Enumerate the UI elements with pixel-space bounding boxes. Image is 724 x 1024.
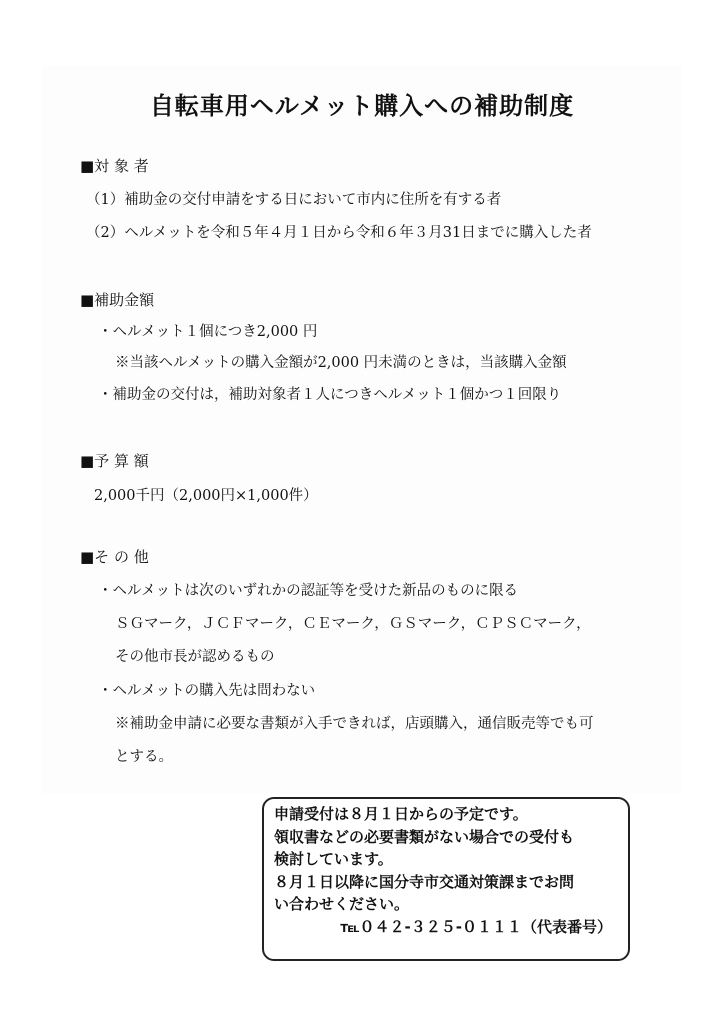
document-title: 自転車用ヘルメット購入への補助制度: [149, 92, 575, 120]
target-item-1: （1）補助金の交付申請をする日において市内に住所を有する者: [86, 192, 502, 208]
target-item-2: （2）ヘルメットを令和５年４月１日から令和６年３月31日までに購入した者: [86, 225, 592, 241]
notice-line-1: 申請受付は８月１日からの予定です。: [274, 805, 528, 823]
section-heading-amount: ■補助金額: [80, 291, 155, 309]
other-marks: ＳＧマーク，ＪＣＦマーク，ＣＥマーク，ＧＳマーク，ＣＰＳＣマーク，: [115, 616, 591, 632]
notice-box: [262, 797, 630, 961]
notice-line-4: ８月１日以降に国分寺市交通対策課までお問: [274, 872, 575, 891]
section-heading-target: ■対 象 者: [80, 157, 149, 175]
section-heading-budget: ■予 算 額: [80, 452, 149, 470]
other-item-2: ・ヘルメットの購入先は問わない: [98, 683, 316, 699]
amount-item-1: ・ヘルメット１個につき2,000 円: [98, 324, 318, 340]
other-note-cont: とする。: [115, 749, 173, 765]
notice-line-5: い合わせください。: [274, 895, 410, 913]
amount-item-2: ・補助金の交付は，補助対象者１人につきヘルメット１個かつ１回限り: [98, 387, 562, 403]
other-note: ※補助金申請に必要な書類が入手できれば，店頭購入，通信販売等でも可: [115, 716, 594, 732]
other-item-1: ・ヘルメットは次のいずれかの認証等を受けた新品のものに限る: [98, 583, 519, 599]
other-marks-cont: その他市長が認めるもの: [115, 649, 275, 665]
notice-line-3: 検討しています。: [274, 850, 393, 868]
amount-note: ※当該ヘルメットの購入金額が2,000 円未満のときは，当該購入金額: [115, 355, 567, 371]
notice-line-2: 領収書などの必要書類がない場合での受付も: [274, 827, 575, 846]
section-heading-other: ■そ の 他: [80, 548, 149, 566]
budget-value: 2,000千円（2,000円×1,000件）: [94, 488, 318, 504]
notice-tel: ℡０４２-３２５-０１１１（代表番号）: [340, 917, 612, 936]
